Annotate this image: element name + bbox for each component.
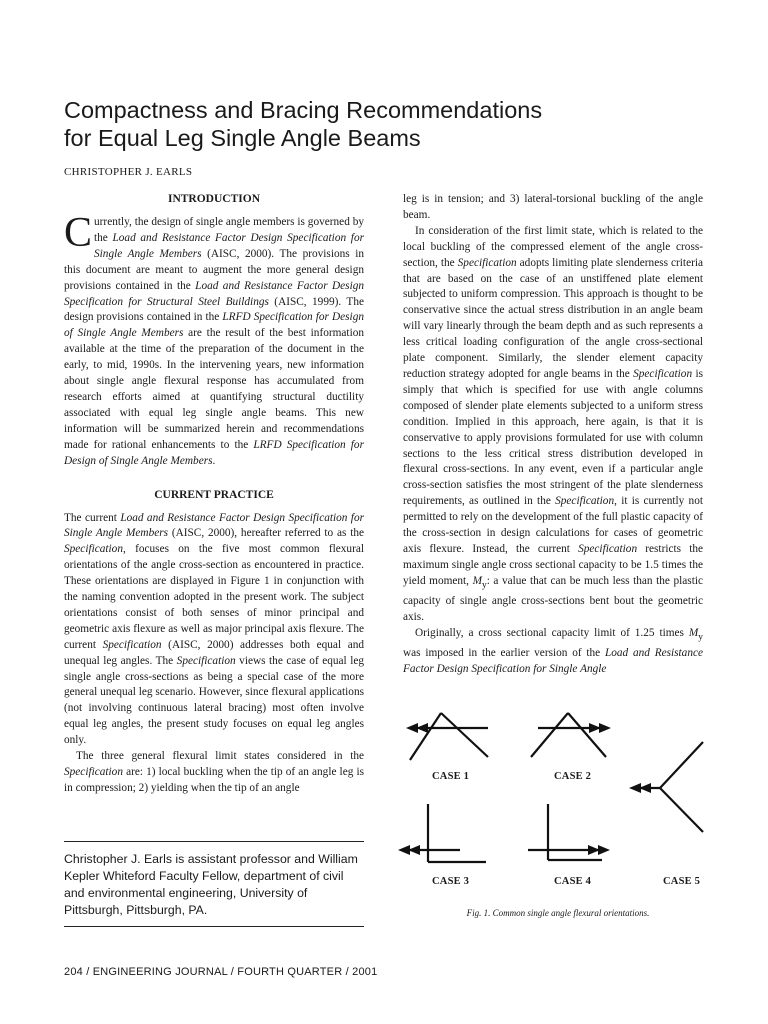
page-footer: 204 / ENGINEERING JOURNAL / FOURTH QUARTER / 2001 bbox=[64, 966, 378, 978]
case-1-angle-diagram bbox=[406, 713, 488, 760]
current-practice-heading: CURRENT PRACTICE bbox=[154, 488, 274, 501]
case-5-angle-diagram bbox=[629, 742, 703, 832]
title-line-1: Compactness and Bracing Recommendations bbox=[64, 97, 543, 123]
case-1-label: CASE 1 bbox=[432, 771, 470, 782]
right-column bbox=[403, 192, 703, 678]
case-4-angle-diagram bbox=[528, 804, 610, 860]
continued-paragraph: leg is in tension; and 3) lateral-torsional buckling of the angle beam. bbox=[403, 193, 703, 221]
case-4-label: CASE 4 bbox=[554, 876, 592, 887]
capacity-limit-paragraph: Originally, a cross sectional capacity limit of 1.25 times $M_y$ was imposed in the earlier version of the Load and Resistance Factor Design Specification for Single Angle bbox=[403, 626, 704, 675]
current-practice-paragraph-2: The three general flexural limit states considered in the Specification are: 1) local buckling when the tip of an angle leg is in compression; 2) yielding when the tip of an angle bbox=[64, 750, 364, 794]
case-2-angle-diagram bbox=[531, 713, 611, 757]
introduction-heading: INTRODUCTION bbox=[167, 193, 260, 205]
author-name: CHRISTOPHER J. EARLS bbox=[64, 166, 193, 178]
case-3-angle-diagram bbox=[398, 804, 486, 862]
bio-divider-bottom bbox=[64, 926, 364, 927]
case-2-label: CASE 2 bbox=[554, 771, 592, 782]
bio-divider-top bbox=[64, 841, 364, 842]
article-title bbox=[64, 96, 704, 152]
figure-caption: Fig. 1. Common single angle flexural orientations. bbox=[466, 908, 650, 918]
figure-1 bbox=[398, 700, 718, 930]
title-line-2: for Equal Leg Single Angle Beams bbox=[64, 125, 421, 151]
current-practice-paragraph-1: The current Load and Resistance Factor Design Specification for Single Angle Members (AISC, 2000), hereafter referred to as the Specification, focuses on the five most common flexural orientations of the angle cross-section as encountered in practice. These orientations are displayed in Figure 1 in conjunction with the naming convention adopted in the present work. The subject orientations consist of both senses of minor principal and geometric axis flexure as well as major principal axis flexure. The current Specification (AISC, 2000) addresses both equal and unequal leg angles. The Specification views the case of equal leg single angle cross-sections as being a special case of the more general unequal leg scenario. However, since flexural applications (not involving continuous lateral bracing) most often involve equal leg angles, the present study focuses on equal leg angles only. bbox=[64, 511, 365, 747]
introduction-paragraph: Currently, the design of single angle members is governed by the Load and Resistance Factor Design Specification for Single Angle Members (AISC, 2000). The provisions in this document are meant to augment the more general design provisions contained in the Load and Resistance Factor Design Specification for Structural Steel Buildings (AISC, 1999). The design provisions contained in the LRFD Specification for Design of Single Angle Members are the result of the best information available at the time of the preparation of the document in the early, to mid, 1990s. In the intervening years, new information about single angle flexural response has accumulated from research efforts aimed at quantifying structural ductility associated with equal leg single angle beams. This new information will be summarized herein and recommendations made for rational enhancements to the LRFD Specification for Design of Single Angle Members. bbox=[64, 210, 365, 467]
case-5-label: CASE 5 bbox=[663, 876, 701, 887]
drop-cap: C bbox=[64, 210, 93, 256]
author-bio: Christopher J. Earls is assistant professor and William Kepler Whiteford Faculty Fellow, department of civil and environmental engineering, University of Pittsburgh, Pittsburgh, PA. bbox=[64, 852, 358, 917]
limit-state-paragraph: In consideration of the first limit state, which is related to the local buckling of the compressed element of the angle cross-section, the Specification adopts limiting plate slenderness criteria that are based on the case of an unstiffened plate element subjected to uniform compression. This approach is thought to be conservative since the actual stress distribution in an angle beam will vary linearly through the beam depth and as such represents a less critical loading configuration of the angle cross-sectional plate component. Similarly, the slender element capacity reduction strategy adopted for angle beams in the Specification is simply that which is specified for use with angle columns composed of slender plate elements subjected to a uniform stress condition. Implied in this approach, here again, is that it is conservative to apply provisions formulated for use with column sections to the less critical stress distribution developed in flexural cross-sections. In any event, even if a particular angle cross-section satisfies the most stringent of the plate slenderness requirements, as outlined in the Specification, it is currently not permitted to rely on the development of the full plastic capacity of the cross-section in design calculations for cases of geometric axis flexure. Instead, the current Specification restricts the maximum single angle cross sectional capacity to be 1.5 times the yield moment, $M_y$: a value that can be much less than the plastic capacity of single angle cross-sections bent bout the geometric axis. bbox=[403, 224, 703, 623]
left-column bbox=[64, 192, 364, 797]
case-3-label: CASE 3 bbox=[432, 876, 470, 887]
figure-1-drawing bbox=[398, 700, 718, 930]
